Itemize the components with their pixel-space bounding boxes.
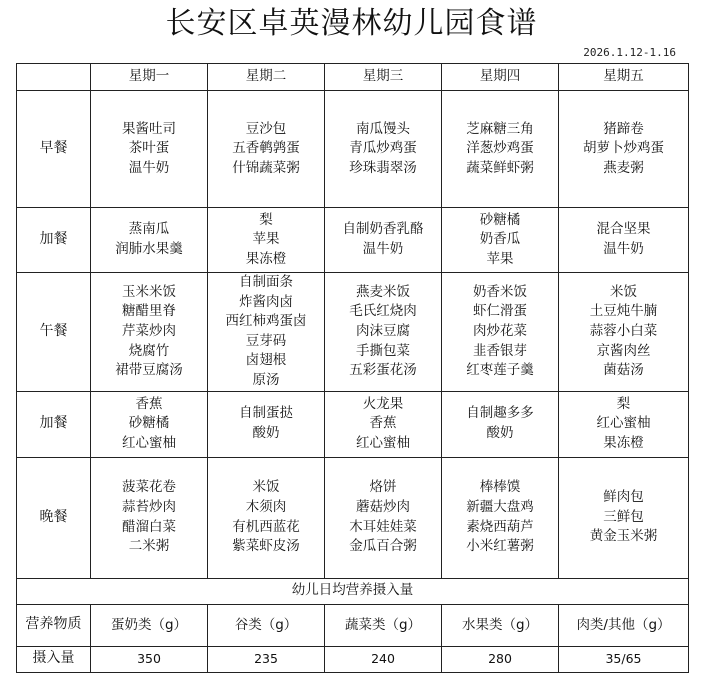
dish-item: 珍珠翡翠汤 (349, 159, 417, 176)
dish-item: 裙带豆腐汤 (115, 362, 183, 379)
menu-cell-wed (325, 457, 442, 578)
dish-item: 素烧西葫芦 (466, 518, 534, 535)
dish-item: 肉炒花菜 (473, 322, 527, 339)
menu-cell-tue (208, 457, 325, 578)
meal-label: 加餐 (17, 391, 91, 457)
dish-item: 京酱肉丝 (596, 342, 651, 359)
dish-item: 红枣莲子羹 (466, 362, 534, 379)
dish-item: 火龙果 (362, 395, 404, 412)
dish-item: 蔬菜鲜虾粥 (466, 159, 534, 176)
menu-cell-thu (442, 208, 559, 273)
menu-cell-mon (91, 273, 208, 392)
dish-item: 木耳娃娃菜 (349, 518, 417, 535)
menu-cell-wed (325, 273, 442, 392)
meal-label: 早餐 (17, 91, 91, 208)
dish-item: 红心蜜柚 (356, 434, 410, 451)
dish-item: 砂糖橘 (479, 211, 521, 228)
dish-item: 卤翅根 (245, 352, 287, 369)
menu-cell-mon (91, 457, 208, 578)
dish-item: 香蕉 (135, 395, 163, 412)
dish-item: 果冻橙 (245, 250, 287, 267)
dish-item: 米饭 (252, 479, 280, 496)
dish-item: 果酱吐司 (122, 120, 176, 137)
meal-label: 午餐 (17, 273, 91, 392)
dish-item: 韭香银芽 (473, 342, 527, 359)
menu-cell-tue (208, 391, 325, 457)
dish-item: 蘑菇炒肉 (356, 498, 410, 515)
dish-item: 糖醋里脊 (122, 303, 176, 320)
dish-item: 苹果 (252, 231, 280, 248)
menu-cell-fri (559, 391, 689, 457)
dish-item: 五香鹌鹑蛋 (232, 140, 300, 157)
meal-label: 加餐 (17, 208, 91, 273)
dish-item: 酸奶 (252, 425, 280, 442)
dish-item: 蒜苔炒肉 (122, 498, 176, 515)
nutrition-value-row (17, 646, 689, 672)
dish-item: 木须肉 (245, 498, 287, 515)
dish-item: 茶叶蛋 (128, 140, 170, 157)
nutrition-value: 235 (208, 646, 325, 672)
nutrition-category: 肉类/其他（g） (559, 604, 689, 646)
nutrition-category-row (17, 604, 689, 646)
dish-item: 什锦蔬菜粥 (232, 159, 300, 176)
dish-item: 黄金玉米粥 (589, 528, 658, 545)
dish-item: 二米粥 (128, 538, 170, 555)
corner-cell (17, 64, 91, 91)
dish-item: 温牛奶 (603, 241, 644, 257)
dish-item: 烧腐竹 (128, 342, 170, 359)
nutrition-value: 35/65 (559, 646, 689, 672)
dish-item: 小米红薯粥 (466, 538, 534, 555)
nutrition-value: 280 (442, 646, 559, 672)
menu-cell-wed (325, 91, 442, 208)
menu-cell-mon (91, 208, 208, 273)
nutrition-category: 蛋奶类（g） (91, 604, 208, 646)
dish-item: 芹菜炒肉 (122, 322, 176, 339)
nutrition-heading: 幼儿日均营养摄入量 (17, 578, 689, 604)
dish-item: 菌菇汤 (603, 362, 644, 379)
menu-cell-thu (442, 91, 559, 208)
dish-item: 猪蹄卷 (603, 120, 644, 137)
dish-item: 温牛奶 (128, 159, 170, 176)
dish-item: 醋溜白菜 (122, 518, 176, 535)
dish-item: 菠菜花卷 (122, 479, 176, 496)
meal-row-snack-pm (17, 391, 689, 457)
dish-item: 虾仁滑蛋 (473, 303, 527, 320)
dish-item: 蒸南瓜 (128, 221, 170, 238)
dish-item: 南瓜馒头 (356, 120, 410, 137)
dish-item: 芝麻糖三角 (466, 120, 534, 137)
dish-item: 有机西蓝花 (232, 518, 300, 535)
day-header-wed: 星期三 (325, 64, 442, 91)
dish-item: 炸酱肉卤 (239, 293, 293, 310)
dish-item: 新疆大盘鸡 (466, 498, 534, 515)
intake-label: 摄入量 (17, 646, 91, 672)
nutrition-value: 240 (325, 646, 442, 672)
menu-cell-thu (442, 273, 559, 392)
menu-cell-fri (559, 273, 689, 392)
dish-item: 梨 (259, 211, 273, 228)
page-title: 长安区卓英漫林幼儿园食谱 (165, 6, 538, 41)
dish-item: 肉沫豆腐 (356, 322, 410, 339)
dish-item: 胡萝卜炒鸡蛋 (583, 140, 664, 157)
meal-row-snack-am (17, 208, 689, 273)
dish-item: 燕麦米饭 (356, 283, 410, 300)
menu-table-body (17, 64, 689, 673)
menu-cell-tue (208, 91, 325, 208)
day-header-tue: 星期二 (208, 64, 325, 91)
menu-cell-fri (559, 91, 689, 208)
nutrition-category: 水果类（g） (442, 604, 559, 646)
dish-item: 玉米米饭 (122, 283, 176, 300)
dish-item: 洋葱炒鸡蛋 (466, 140, 534, 157)
nutrition-heading-row (17, 578, 689, 604)
dish-item: 三鲜包 (603, 508, 644, 525)
dish-item: 棒棒馍 (479, 479, 521, 496)
dish-item: 润肺水果羹 (115, 241, 183, 257)
dish-item: 自制趣多多 (466, 405, 534, 422)
meal-row-dinner (17, 457, 689, 578)
dish-item: 砂糖橘 (128, 415, 170, 432)
meal-row-breakfast (17, 91, 689, 208)
menu-cell-tue (208, 273, 325, 392)
dish-item: 红心蜜柚 (122, 434, 176, 451)
menu-cell-fri (559, 457, 689, 578)
day-header-row (17, 64, 689, 91)
dish-item: 自制蛋挞 (239, 405, 293, 422)
dish-item: 香蕉 (369, 415, 397, 432)
day-header-thu: 星期四 (442, 64, 559, 91)
menu-cell-fri (559, 208, 689, 273)
dish-item: 梨 (616, 395, 631, 412)
dish-item: 手撕包菜 (356, 342, 410, 359)
dish-item: 豆沙包 (245, 120, 287, 137)
dish-item: 鲜肉包 (603, 489, 644, 506)
dish-item: 燕麦粥 (603, 159, 644, 176)
menu-cell-thu (442, 391, 559, 457)
dish-item: 混合坚果 (596, 221, 651, 238)
dish-item: 五彩蛋花汤 (349, 362, 417, 379)
nutrition-row-label: 营养物质 (17, 604, 91, 646)
dish-item: 自制奶香乳酪 (342, 221, 424, 238)
dish-item: 土豆炖牛腩 (589, 303, 658, 320)
menu-table (16, 63, 689, 673)
menu-cell-wed (325, 391, 442, 457)
menu-cell-mon (91, 91, 208, 208)
dish-item: 温牛奶 (362, 241, 404, 257)
dish-item: 西红柿鸡蛋卤 (225, 313, 307, 330)
dish-item: 金瓜百合粥 (349, 538, 417, 555)
dish-item: 原汤 (252, 371, 280, 388)
menu-cell-wed (325, 208, 442, 273)
dish-item: 酸奶 (486, 425, 514, 442)
nutrition-value: 350 (91, 646, 208, 672)
nutrition-category: 蔬菜类（g） (325, 604, 442, 646)
dish-item: 烙饼 (369, 479, 397, 496)
menu-cell-mon (91, 391, 208, 457)
nutrition-category: 谷类（g） (208, 604, 325, 646)
day-header-fri: 星期五 (559, 64, 689, 91)
date-range: 2026.1.12-1.16 (583, 46, 676, 59)
dish-item: 自制面条 (239, 274, 293, 290)
dish-item: 豆芽码 (245, 332, 287, 349)
meal-label: 晚餐 (17, 457, 91, 578)
dish-item: 奶香瓜 (479, 231, 521, 248)
dish-item: 奶香米饭 (473, 283, 527, 300)
dish-item: 青瓜炒鸡蛋 (349, 140, 417, 157)
dish-item: 蒜蓉小白菜 (589, 322, 658, 339)
dish-item: 毛氏红烧肉 (349, 303, 417, 320)
dish-item: 米饭 (610, 283, 637, 300)
dish-item: 苹果 (486, 250, 514, 267)
dish-item: 紫菜虾皮汤 (232, 538, 300, 555)
dish-item: 红心蜜柚 (596, 415, 651, 432)
meal-row-lunch (17, 273, 689, 392)
dish-item: 果冻橙 (603, 434, 644, 451)
menu-cell-thu (442, 457, 559, 578)
menu-cell-tue (208, 208, 325, 273)
day-header-mon: 星期一 (91, 64, 208, 91)
